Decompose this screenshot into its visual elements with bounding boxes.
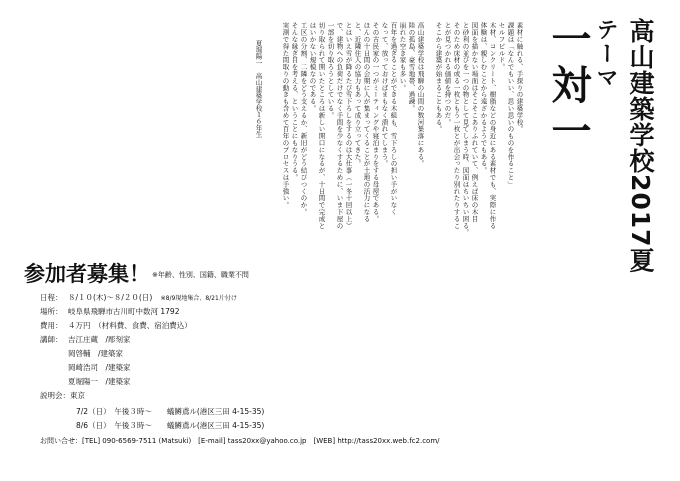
body-line: ほんの十日間の会期に人が集まってくることが土地の活力になる	[362, 22, 371, 223]
body-line: そんな縁ぎ目を考える、ということにもなりうる。	[290, 22, 299, 181]
body-line: 木材、コンクリート、樹脂などの身近にある素材でも、実際に作る	[488, 22, 497, 229]
body-line: 課題は「なんでもいい、思い思いのものを作ること」	[506, 22, 515, 188]
fee-row	[40, 322, 192, 330]
body-line: 百年を過ぎることができる木組も、雪下ろしの担い手がいなく	[389, 22, 398, 216]
theme-word: 一対一	[545, 18, 591, 156]
signature: 夏堀陽一 高山建築学校１６年生	[254, 40, 263, 138]
fee-label: 費用：	[40, 321, 63, 330]
page-title: 高山建築学校2017夏	[626, 18, 655, 274]
body-line: と、近隣住人の協力もあって成り立ってきた。	[353, 22, 362, 167]
body-line: なって、放っておけばまもなく潰れてしまう。	[380, 22, 389, 167]
lecturer-item: 夏堀陽一 /建築家	[68, 377, 131, 386]
date-note: ※8/9現地集合、8/21片付け	[160, 295, 237, 302]
theme-label: テーマ	[593, 18, 618, 90]
lecturer-item: 吉江庄蔵 /彫刻家	[68, 335, 131, 344]
briefing-item: 8/6（日） 午後３時～ 蟻鱒鳶ル(港区三田 4-15-35)	[76, 421, 265, 430]
date-value: ８/１０(木)～８/２０(日)	[68, 293, 153, 302]
body-line: 陸の孤島、豪雪地帯、過疎。	[407, 22, 416, 112]
lecturer-item: 岡啓輔 /建築家	[68, 349, 124, 358]
briefing-label: 説明会：東京	[40, 391, 85, 400]
briefing-item: 7/2（日） 午後３時～ 蟻鱒鳶ル(港区三田 4-15-35)	[76, 407, 265, 416]
body-line: とはいえ雪が降るたび雪下ろしをするのは大仕事（一冬十回以上）	[344, 22, 353, 229]
body-line: で、建物への負荷だけでなく手間を少なくするために、いま下屋の	[335, 22, 344, 229]
body-line: そのため床材の或る一枚ともう一枚とが出会ったり別れたりするこ	[452, 22, 461, 229]
body-line: 一部を切り取ろうとしている。	[326, 22, 335, 119]
body-line: 切り取られて開いたところは新しい開口になるが、十日間で完成と	[317, 22, 326, 229]
date-label: 日程：	[40, 293, 63, 302]
lecturer-label: 講師：	[40, 335, 63, 344]
fee-value: ４万円 （材料費、食費、宿泊費込）	[68, 321, 192, 330]
contact-line: お問い合せ：[TEL] 090-6569-7511 (Matsuki) [E-mail] tass20xx@yahoo.co.jp [WEB] http://tass20xx.web.fc2.com/	[40, 437, 440, 445]
place-value: 岐阜県飛騨市古川町中数河 1792	[68, 307, 180, 316]
body-line: 素材に触れる、手探りの建築学校。	[515, 22, 524, 133]
recruit-heading: 参加者募集！	[24, 262, 150, 286]
body-line: セルフビルド。	[497, 22, 506, 71]
body-line: 図面を描かない場面はそこそこありふれていて、例えば床の木目	[470, 22, 479, 223]
body-line: そこから建築が始まることもある。	[434, 22, 443, 133]
place-label: 場所：	[40, 307, 63, 316]
body-line: その古民家の一つがミーティングや寝泊まりをする母屋である。	[371, 22, 380, 223]
body-line: とが見つかれる価値を持つのだ。	[443, 22, 452, 126]
lecturer-item: 岡崎浩司 /建築家	[68, 363, 131, 372]
body-line: はいかない規模なのである。	[308, 22, 317, 112]
body-line: と砂利の並びを一つの物として見てしまう時、図面はちいちい困る。	[461, 22, 470, 236]
body-line: 工区の分割、二隣をどう支えるか、新旧がどう結びつくのか。	[299, 22, 308, 216]
recruit-note: ※年齢、性別、国籍、職業不問	[152, 271, 249, 279]
body-line: 体験は、親しむことから遠ざかるようでもある。	[479, 22, 488, 174]
body-line: 実測で得た間取りの動きも含めて百年のプロセスは手強い。	[281, 22, 290, 209]
date-row	[40, 294, 237, 302]
place-row	[40, 308, 179, 316]
body-line: 崩れた空き家も多い。	[398, 22, 407, 91]
body-line: 高山建築学校は飛騨の山間の数河集落にある。	[416, 22, 425, 167]
